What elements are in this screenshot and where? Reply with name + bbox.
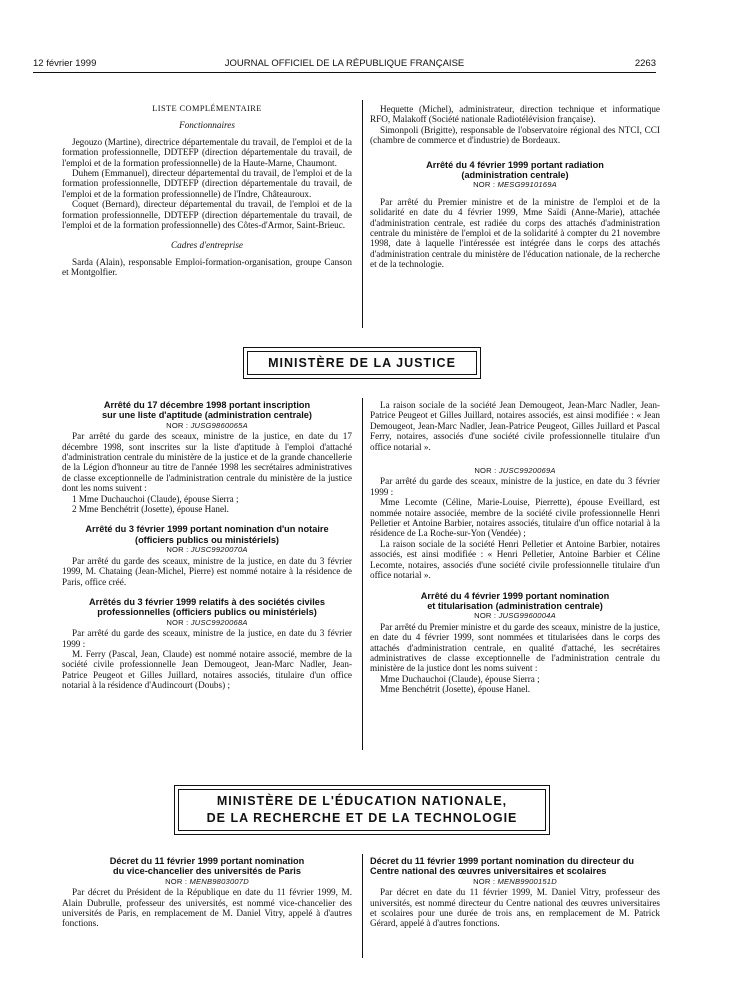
article-title: professionnelles (officiers publics ou ministériels) — [97, 607, 317, 618]
paragraph: M. Ferry (Pascal, Jean, Claude) est nommé notaire associé, membre de la société civile professionnelle Jean Demougeot, Jean-Marc Nadler, Jean-Patrice Peugeot et Gilles Juillard, notaires associés, titulaire d'un office notarial à la résidence d'Audincourt (Doubs) ; — [62, 648, 352, 691]
top-right-column — [370, 104, 660, 270]
subheading-cadres: Cadres d'entreprise — [171, 240, 243, 251]
paragraph: Coquet (Bernard), directeur départemental du travail, de l'emploi et de la formation professionnelle, DDTEFP (direction départementale du travail, de l'emploi et de la formation professionnelle) des Côtes-d'Armor, Saint-Brieuc. — [62, 199, 352, 231]
issue-date: 12 février 1999 — [33, 58, 97, 69]
nor-reference: NOR : JUSC9920070A — [166, 545, 248, 555]
column-divider — [362, 854, 363, 958]
paragraph: Par arrêté du garde des sceaux, ministre de la justice, en date du 3 février 1999 : — [62, 628, 352, 649]
subheading-fonctionnaires: Fonctionnaires — [179, 120, 235, 131]
paragraph: Par arrêté du garde des sceaux, ministre de la justice, en date du 3 février 1999, M. Chataing (Jean-Michel, Pierre) est nommé notaire à la résidence de Paris, office créé. — [62, 555, 352, 587]
banner-line: DE LA RECHERCHE ET DE LA TECHNOLOGIE — [206, 811, 518, 825]
column-divider — [362, 398, 363, 750]
list-item: Mme Benchétrit (Josette), épouse Hanel. — [380, 684, 531, 695]
banner-title: MINISTÈRE DE LA JUSTICE — [247, 351, 477, 375]
article-title: du vice-chancelier des universités de Paris — [113, 866, 301, 877]
paragraph: Jegouzo (Martine), directrice départementale du travail, de l'emploi et de la formation professionnelle, DDTEFP (direction départementale du travail, de l'emploi et de la formation professionnelle) de la Haute-Marne, Chaumont. — [62, 136, 352, 168]
top-left-column — [62, 104, 352, 278]
article-title: Arrêté du 3 février 1999 portant nomination d'un notaire — [85, 524, 329, 535]
paragraph: Sarda (Alain), responsable Emploi-formation-organisation, groupe Canson et Montgolfier. — [62, 256, 352, 278]
paragraph: Par arrêté du Premier ministre et du garde des sceaux, ministre de la justice, en date du 4 février 1999, sont nommées et titularisées dans le corps des attachés d'administration centrale, en qualité d'attaché, les secrétaires administratives de classe exceptionnelle de l'administration centrale du ministère de la justice dont les noms suivent : — [370, 621, 660, 674]
list-item: 2 Mme Benchétrit (Josette), épouse Hanel. — [72, 504, 229, 515]
education-right-column — [370, 856, 660, 929]
page-header — [33, 56, 656, 73]
list-item: Mme Duchauchoi (Claude), épouse Sierra ; — [380, 673, 540, 684]
article-title: sur une liste d'aptitude (administration centrale) — [102, 410, 312, 421]
list-title: LISTE COMPLÉMENTAIRE — [152, 104, 262, 113]
article-title: Décret du 11 février 1999 portant nomination — [109, 856, 305, 866]
nor-reference: NOR : MESG9910169A — [473, 180, 557, 190]
list-item: 1 Mme Duchauchoi (Claude), épouse Sierra ; — [72, 493, 239, 504]
article-title: (officiers publics ou ministériels) — [135, 534, 279, 545]
paragraph: Simonpoli (Brigitte), responsable de l'observatoire régional des NTCI, CCI (chambre de commerce et d'industrie) de Bordeaux. — [370, 124, 660, 146]
paragraph: La raison sociale de la société Henri Pelletier et Antoine Barbier, notaires associés, est ainsi modifiée : « Henri Pelletier, Antoine Barbier et Céline Lecomte, notaires, associés d'une société civile professionnelle titulaire d'un office notarial ». — [370, 538, 660, 581]
nor-reference: NOR : JUSC9920068A — [166, 617, 248, 627]
article-title: Arrêté du 4 février 1999 portant nomination — [420, 590, 610, 601]
nor-reference: NOR : JUSG9860065A — [166, 420, 248, 430]
section-banner-education — [174, 785, 550, 835]
paragraph: Par arrêté du garde des sceaux, ministre de la justice, en date du 17 décembre 1998, sont inscrites sur la liste d'aptitude à l'emploi d'attaché d'administration centrale du ministère de la justice et de la grande chancellerie de la Légion d'honneur au titre de l'année 1998 les secrétaires administratives de classe exceptionnelle de l'administration centrale du ministère de la justice dont les noms suivent : — [62, 431, 352, 494]
journal-title: JOURNAL OFFICIEL DE LA RÉPUBLIQUE FRANÇAISE — [224, 58, 465, 69]
article-title: Arrêtés du 3 février 1999 relatifs à des sociétés civiles — [89, 596, 325, 607]
article-title: Arrêté du 17 décembre 1998 portant inscription — [103, 400, 311, 410]
paragraph: Duhem (Emmanuel), directeur départemental du travail, de l'emploi et de la formation professionnelle, DDTEFP (direction départementale du travail, de l'emploi et de la formation professionnelle) de l'Indre, Châteauroux. — [62, 168, 352, 199]
paragraph: La raison sociale de la société Jean Demougeot, Jean-Marc Nadler, Jean-Patrice Peugeot et Gilles Juillard, notaires associés, est ainsi modifiée : « Jean Demougeot, Jean-Marc Nadler, Jean-Patrice Peugeot, Gilles Juillard et Pascal Ferry, notaires, associés d'une société civile professionnelle titulaire d'un office notarial ». — [370, 400, 660, 452]
nor-reference: NOR : MENB9803007D — [165, 876, 249, 886]
section-banner-justice — [243, 347, 481, 379]
paragraph: Par arrêté du garde des sceaux, ministre de la justice, en date du 3 février 1999 : — [370, 476, 660, 497]
paragraph: Par arrêté du Premier ministre et de la ministre de l'emploi et de la solidarité en date du 4 février 1999, Mme Saïdi (Anne-Marie), attachée d'administration centrale, est radiée du corps des attachés d'administration centrale du ministère de l'emploi et de la solidarité à compter du 21 novembre 1998, date à laquelle l'intéressée est intégrée dans le corps des attachés d'administration centrale du ministère de l'éducation nationale, de la recherche et de la technologie. — [370, 196, 660, 270]
paragraph: Par décret du Président de la République en date du 11 février 1999, M. Alain Dubrulle, professeur des universités, est nommé vice-chancelier des universités de Paris, en remplacement de M. Daniel Vitry, appelé à d'autres fonctions. — [62, 887, 352, 929]
article-title: et titularisation (administration centrale) — [427, 600, 603, 611]
article-title: Arrêté du 4 février 1999 portant radiation — [426, 159, 604, 170]
education-left-column — [62, 856, 352, 929]
paragraph: Mme Lecomte (Céline, Marie-Louise, Pierrette), épouse Eveillard, est nommée notaire associée, membre de la société civile professionnelle Henri Pelletier et Antoine Barbier, notaires associés, titulaire d'un office notarial à la résidence de La Roche-sur-Yon (Vendée) ; — [370, 497, 660, 539]
page-number: 2263 — [634, 58, 656, 69]
paragraph: Hequette (Michel), administrateur, direction technique et informatique RFO, Malakoff (Société nationale Radiotélévision française). — [370, 104, 660, 125]
justice-right-column — [370, 400, 660, 695]
paragraph: Par décret en date du 11 février 1999, M. Daniel Vitry, professeur des universités, est nommé directeur du Centre national des œuvres universitaires et scolaires pour une durée de trois ans, en remplacement de M. Patrick Gérard, appelé à d'autres fonctions. — [370, 887, 660, 929]
article-title: Décret du 11 février 1999 portant nomination du directeur du Centre national des œuvres universitaires et scolaires — [370, 856, 634, 877]
banner-line: MINISTÈRE DE L'ÉDUCATION NATIONALE, — [216, 794, 508, 808]
justice-left-column — [62, 400, 352, 691]
article-title: (administration centrale) — [461, 170, 569, 181]
nor-reference: NOR : MENB9900151D — [473, 876, 557, 886]
column-divider — [362, 100, 363, 328]
nor-reference: NOR : JUSG9960004A — [474, 611, 556, 621]
nor-reference: NOR : JUSC9920069A — [474, 466, 556, 476]
